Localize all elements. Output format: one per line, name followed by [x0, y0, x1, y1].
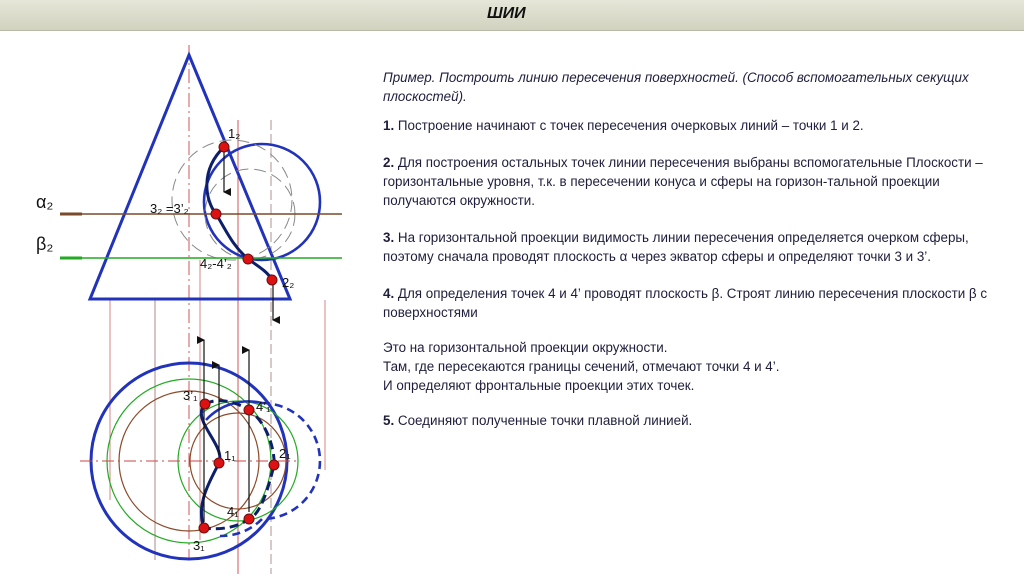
label-point-3-top: 3₁ — [193, 538, 205, 553]
step-1 — [383, 116, 993, 135]
intro-label: Пример. — [383, 70, 436, 85]
point-3-top — [199, 523, 209, 533]
step-3-number: 3. — [383, 230, 395, 245]
geometry-drawing — [0, 0, 380, 574]
note-2: Там, где пересекаются границы сечений, отмечают точки 4 и 4’. — [383, 359, 780, 374]
label-point-44-front: 4₂-4’₂ — [200, 256, 232, 271]
step-5-number: 5. — [383, 413, 395, 428]
sphere-front-view — [204, 144, 320, 260]
step-4-text: Для определения точек 4 и 4’ проводят плоскость β. Строят линию пересечения плоскости β с поверхностями — [383, 286, 988, 320]
step-5 — [383, 411, 993, 430]
slide-title: ШИИ — [487, 5, 526, 22]
label-point-33-front: 3₂ =3’₂ — [150, 201, 189, 216]
point-2-front — [267, 275, 277, 285]
note-3: И определяют фронтальные проекции этих точек. — [383, 378, 695, 393]
step-2-text: Для построения остальных точек линии пересечения выбраны вспомогательные Плоскости – горизонтальные уровня, т.к. в пересечении конуса и сферы на горизон-тальной проекции получаются окружности. — [383, 155, 983, 208]
point-3prime-top — [200, 399, 210, 409]
point-3-front — [211, 209, 221, 219]
label-point-4-top: 4₁ — [227, 504, 239, 519]
step-2 — [383, 153, 993, 210]
note-1: Это на горизонтальной проекции окружности. — [383, 340, 668, 355]
step-1-number: 1. — [383, 118, 395, 133]
projection-arrows-top — [204, 340, 249, 522]
label-point-1-top: 1₁ — [224, 448, 236, 463]
step-3 — [383, 228, 993, 266]
label-point-4prime-top: 4’₁ — [256, 399, 271, 414]
intro-text: Построить линию пересечения поверхностей. (Способ вспомогательных секущих плоскостей). — [383, 70, 969, 104]
point-1-front — [219, 142, 229, 152]
cone-front-view — [90, 55, 290, 299]
projection-arrows-front — [224, 152, 273, 320]
label-point-2-front: 2₂ — [282, 275, 295, 290]
point-2-top — [269, 460, 279, 470]
step-5-text: Соединяют полученные точки плавной линией. — [394, 413, 693, 428]
projection-lines — [110, 260, 325, 540]
label-alpha: α₂ — [36, 192, 54, 212]
axis-lines — [155, 45, 271, 574]
point-1-top — [214, 458, 224, 468]
step-4 — [383, 284, 993, 322]
label-point-2-top: 2₁ — [279, 446, 291, 461]
step-3-text: На горизонтальной проекции видимость линии пересечения определяется очерком сферы, поэтому сначала проводят плоскость α через экватор сферы и определяют точки 3 и 3’. — [383, 230, 969, 264]
intro-paragraph — [383, 68, 993, 106]
step-1-text: Построение начинают с точек пересечения очерковых линий – точки 1 и 2. — [394, 118, 864, 133]
label-point-1-front: 1₂ — [228, 126, 241, 141]
label-beta: β₂ — [36, 234, 54, 254]
explanation-text — [383, 68, 993, 430]
point-4-top — [244, 514, 254, 524]
step-4-number: 4. — [383, 286, 395, 301]
point-4-front — [243, 254, 253, 264]
label-point-3prime-top: 3’₁ — [183, 388, 198, 403]
point-4prime-top — [244, 405, 254, 415]
step-2-number: 2. — [383, 155, 395, 170]
